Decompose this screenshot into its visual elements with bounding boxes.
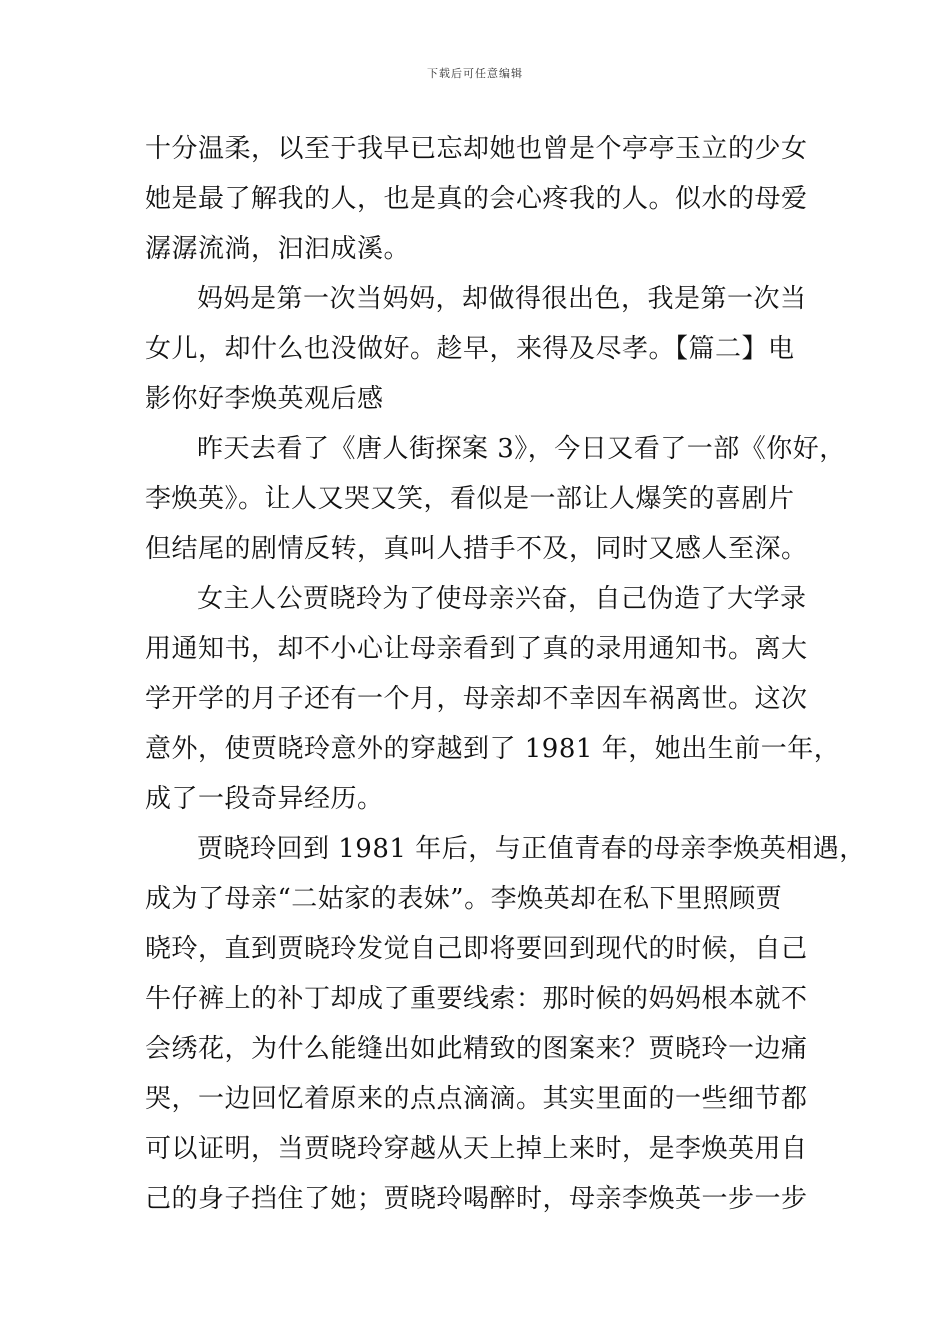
text-line: 十分温柔，以至于我早已忘却她也曾是个亭亭玉立的少女 <box>145 134 808 164</box>
text-line: 成了一段奇异经历。 <box>145 784 384 814</box>
text-line: 意外，使贾晓玲意外的穿越到了 1981 年，她出生前一年， <box>145 734 841 764</box>
text-line: 女儿，却什么也没做好。趁早，来得及尽孝。【篇二】电 <box>145 334 795 364</box>
text-line: 贾晓玲回到 1981 年后，与正值青春的母亲李焕英相遇， <box>197 834 866 864</box>
text-line: 会绣花，为什么能缝出如此精致的图案来？贾晓玲一边痛 <box>145 1034 808 1064</box>
text-line: 潺潺流淌，汩汩成溪。 <box>145 234 411 264</box>
text-line: 学开学的月子还有一个月，母亲却不幸因车祸离世。这次 <box>145 684 808 714</box>
text-line: 可以证明，当贾晓玲穿越从天上掉上来时，是李焕英用自 <box>145 1134 808 1164</box>
text-line: 她是最了解我的人，也是真的会心疼我的人。似水的母爱 <box>145 184 808 214</box>
text-line: 哭，一边回忆着原来的点点滴滴。其实里面的一些细节都 <box>145 1084 808 1114</box>
text-line: 牛仔裤上的补丁却成了重要线索：那时候的妈妈根本就不 <box>145 984 808 1014</box>
text-line: 昨天去看了《唐人街探案 3》，今日又看了一部《你好， <box>197 434 846 464</box>
text-line: 成为了母亲“二姑家的表妹”。李焕英却在私下里照顾贾 <box>145 884 783 914</box>
text-line: 女主人公贾晓玲为了使母亲兴奋，自己伪造了大学录 <box>197 584 807 614</box>
page-header: 下载后可任意编辑 <box>427 67 523 80</box>
text-line: 用通知书，却不小心让母亲看到了真的录用通知书。离大 <box>145 634 808 664</box>
text-line: 晓玲，直到贾晓玲发觉自己即将要回到现代的时候，自己 <box>145 934 808 964</box>
text-line: 但结尾的剧情反转，真叫人措手不及，同时又感人至深。 <box>145 534 808 564</box>
text-line: 影你好李焕英观后感 <box>145 384 384 414</box>
text-line: 妈妈是第一次当妈妈，却做得很出色，我是第一次当 <box>197 284 807 314</box>
document-body <box>145 124 866 1224</box>
text-line: 己的身子挡住了她；贾晓玲喝醉时，母亲李焕英一步一步 <box>145 1184 808 1214</box>
text-line: 李焕英》。让人又哭又笑，看似是一部让人爆笑的喜剧片 <box>145 484 795 514</box>
